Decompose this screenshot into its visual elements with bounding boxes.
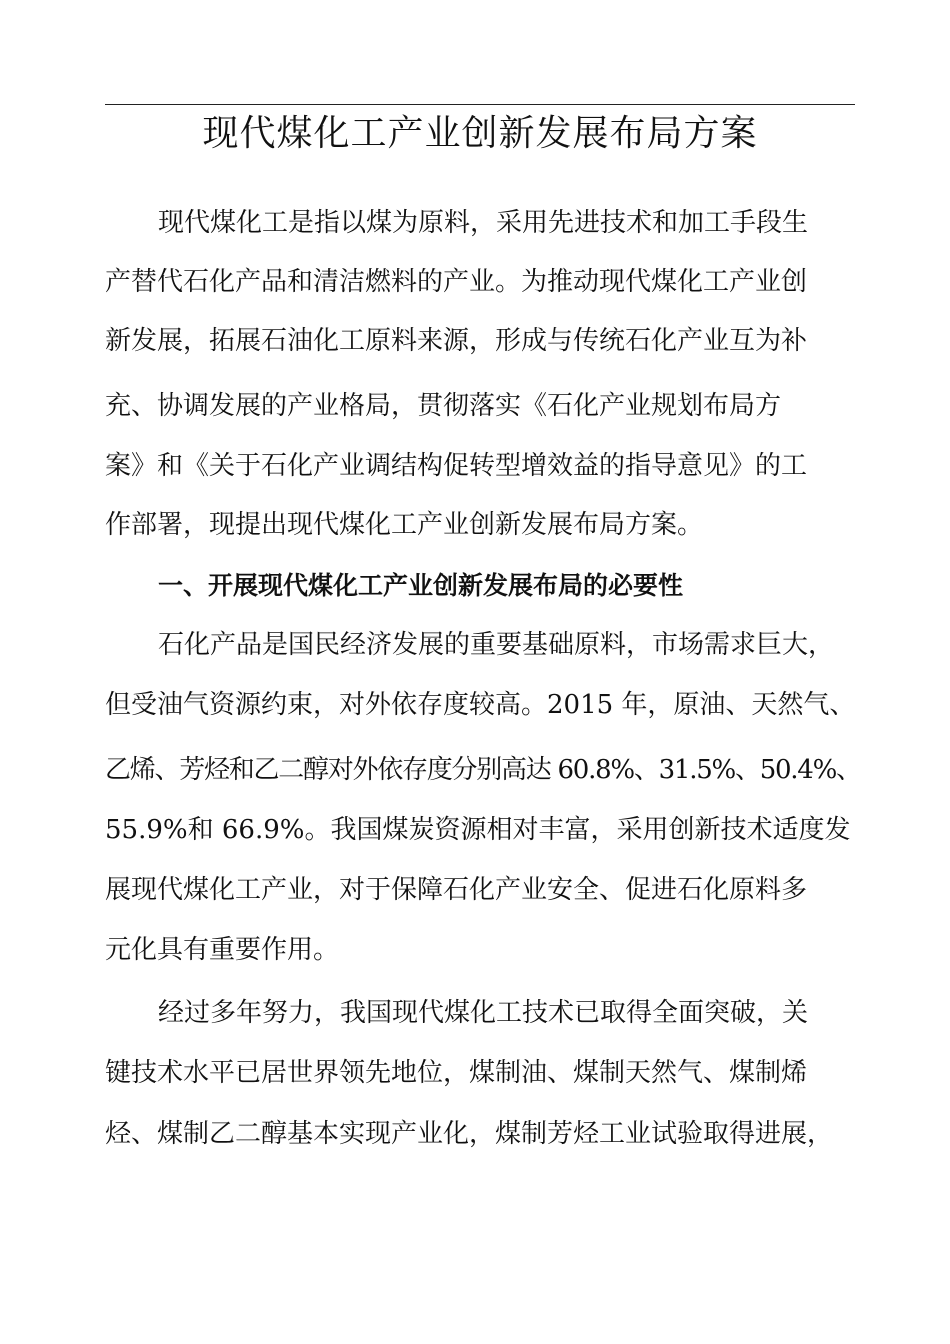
paragraph-1-line-5: 案》和《关于石化产业调结构促转型增效益的指导意见》的工 (105, 451, 808, 481)
header-rule (105, 104, 855, 105)
section-heading-1: 一、开展现代煤化工产业创新发展布局的必要性 (158, 571, 684, 600)
paragraph-1-line-4: 充、协调发展的产业格局，贯彻落实《石化产业规划布局方 (105, 391, 782, 421)
paragraph-2-line-4: 55.9%和 66.9%。我国煤炭资源相对丰富，采用创新技术适度发 (105, 815, 851, 845)
paragraph-3-line-3: 烃、煤制乙二醇基本实现产业化，煤制芳烃工业试验取得进展， (105, 1119, 834, 1149)
paragraph-2-line-1: 石化产品是国民经济发展的重要基础原料，市场需求巨大， (158, 630, 835, 660)
paragraph-3-line-2: 键技术水平已居世界领先地位，煤制油、煤制天然气、煤制烯 (105, 1058, 808, 1088)
paragraph-2-line-2: 但受油气资源约束，对外依存度较高。2015 年，原油、天然气、 (105, 690, 856, 720)
paragraph-1-line-3: 新发展，拓展石油化工原料来源，形成与传统石化产业互为补 (105, 326, 808, 356)
paragraph-2-line-6: 元化具有重要作用。 (105, 935, 340, 965)
paragraph-1-line-2: 产替代石化产品和清洁燃料的产业。为推动现代煤化工产业创 (105, 267, 808, 297)
paragraph-2-line-5: 展现代煤化工产业，对于保障石化产业安全、促进石化原料多 (105, 875, 808, 905)
document-title: 现代煤化工产业创新发展布局方案 (202, 113, 758, 154)
paragraph-1-line-6: 作部署，现提出现代煤化工产业创新发展布局方案。 (105, 510, 704, 540)
paragraph-3-line-1: 经过多年努力，我国现代煤化工技术已取得全面突破，关 (158, 998, 809, 1028)
paragraph-2-line-3: 乙烯、芳烃和乙二醇对外依存度分别高达 60.8%、31.5%、50.4%、 (105, 755, 861, 785)
paragraph-1-line-1: 现代煤化工是指以煤为原料，采用先进技术和加工手段生 (158, 208, 809, 238)
